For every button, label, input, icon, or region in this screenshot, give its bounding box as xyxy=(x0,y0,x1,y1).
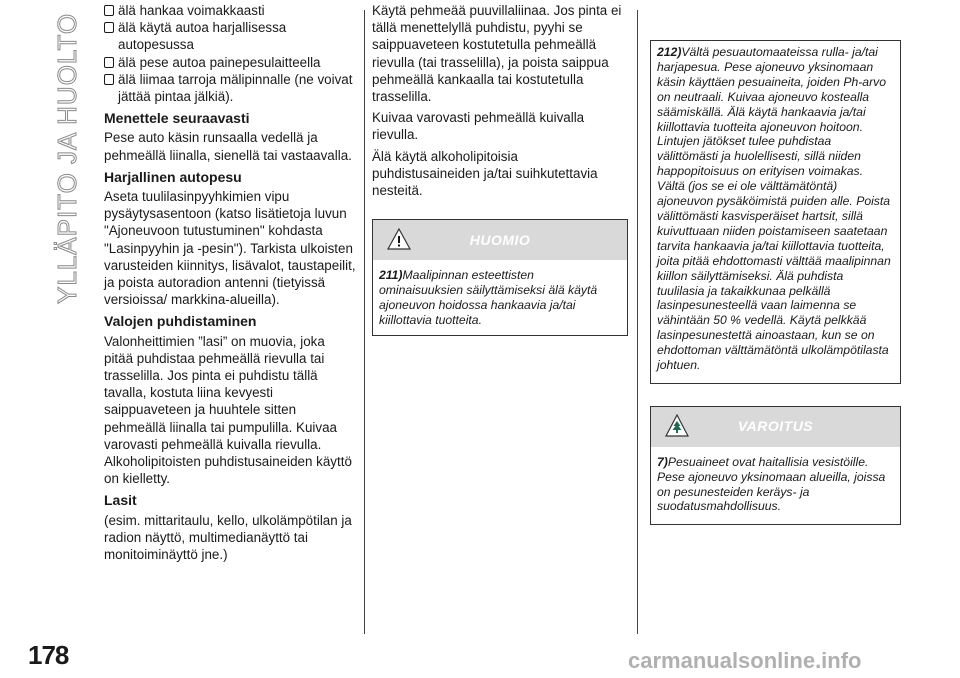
watermark: carmanualsonline.info xyxy=(628,648,862,673)
list-item-text: älä hankaa voimakkaasti xyxy=(118,3,265,18)
section-side-tab xyxy=(52,12,82,324)
section-heading: Menettele seuraavasti xyxy=(104,110,250,127)
notice-body xyxy=(373,260,627,335)
page-number: 178 xyxy=(28,640,69,670)
warning-number: 7) xyxy=(657,454,668,469)
warning-box xyxy=(650,406,901,525)
checkbox-bullet-icon xyxy=(104,57,114,68)
section-heading: Lasit xyxy=(104,492,137,509)
section-heading: Harjallinen autopesu xyxy=(104,168,242,185)
paragraph: (esim. mittaritaulu, kello, ulkolämpötilan ja radion näyttö, multimedianäyttö tai monitoiminäyttö jne.) xyxy=(104,512,352,563)
warning-header xyxy=(651,407,900,447)
list-item-text: älä liimaa tarroja mälipinnalle (ne voivat jättää pintaa jälkiä). xyxy=(118,71,353,105)
list-item xyxy=(104,71,356,105)
list-item-text: älä pese autoa painepesulaitteella xyxy=(118,54,321,70)
notice-title: HUOMIO xyxy=(469,231,531,248)
warning-text: Pesuaineet ovat haitallisia vesistöille. Pese ajoneuvo yksinomaan alueilla, joissa on pesunesteiden keräys- ja suodatusmahdollisuus. xyxy=(657,454,886,514)
column-divider xyxy=(364,10,365,634)
paragraph: Valonheittimien ”lasi” on muovia, joka pitää puhdistaa pehmeällä rievulla tai trasselilla. Jos pinta ei puhdistu tällä tavalla, kostuta liina kevyesti saippuaveteen ja huuhtele sitten pehmeällä liinalla tai pumpulilla. Kuivaa varovasti pehmeällä kuivalla rievulla. Alkoholipitoisten puhdistusaineiden käyttö on kielletty. xyxy=(104,333,352,487)
list-item-text: älä käytä autoa harjallisessa autopesussa xyxy=(118,20,287,53)
section-heading: Valojen puhdistaminen xyxy=(104,313,257,330)
warning-body xyxy=(651,447,900,524)
column-left xyxy=(104,2,356,567)
checkbox-bullet-icon xyxy=(104,5,114,16)
note-number: 212) xyxy=(657,45,682,59)
column-right xyxy=(650,40,901,525)
list-item xyxy=(104,54,356,71)
column-divider xyxy=(637,10,638,634)
paragraph: Pese auto käsin runsaalla vedellä ja pehmeällä liinalla, sienellä tai vastaavalla. xyxy=(104,130,352,163)
paragraph: Älä käytä alkoholipitoisia puhdistusaineiden ja/tai suihkutettavia nesteitä. xyxy=(372,148,598,199)
warning-triangle-icon xyxy=(387,227,411,251)
notice-text: Maalipinnan esteettisten ominaisuuksien säilyttämiseksi älä käytä ajoneuvon hoidossa hankaavia ja/tai kiillottavia tuotteita. xyxy=(379,268,598,327)
warning-title: VAROITUS xyxy=(737,418,814,435)
notice-number: 211) xyxy=(379,268,403,283)
list-item xyxy=(104,2,356,19)
note-text: Vältä pesuautomaateissa rulla- ja/tai harjapesua. Pese ajoneuvo yksinomaan käsin käyttäen pesuaineita, joiden Ph-arvo on neutraali. Kuivaa ajoneuvo kostealla säämiskällä. Älä käytä hankaavia ja/tai kiillottavia tuotteita ajoneuvon hoitoon. Lintujen jätökset tulee puhdistaa välittömästi ja huolellisesti, sillä niiden happopitoisuus on erityisen voimakas. Vältä (jos se ei ole välttämätöntä) ajoneuvon pysäköimistä puiden alle. Poista välittömästi kasvisperäiset hartsit, sillä kuivuttuaan niiden poistamiseen saatetaan tarvita hankaavia ja/tai kiillottavia tuotteita, joita pitää ehdottomasti välttää maalipinnan kiillon säilyttämiseksi. Älä puhdista tuulilasia ja takaikkunaa pelkällä lasinpesunesteellä vaan laimenna se vähintään 50 % vedellä. Käytä pelkkää lasinpesunestettä ainoastaan, kun se on ehdottoman välttämätöntä ulkolämpötilasta johtuen. xyxy=(657,45,891,373)
tree-environment-icon xyxy=(665,414,689,438)
checkbox-bullet-icon xyxy=(104,74,114,85)
list-item xyxy=(104,19,356,53)
notice-header xyxy=(373,220,627,260)
column-middle xyxy=(372,2,628,336)
paragraph: Aseta tuulilasinpyyhkimien vipu pysäytysasentoon (katso lisätietoja luvun "Ajoneuvoon tutustuminen" kohdasta "Lasinpyyhin ja -pesin"). Tarkista ulkoisten varusteiden kiinnitys, lisävalot, taustapeilit, ja poista autoradion antenni (tietyissä versioissa/ markkina-alueilla). xyxy=(104,189,356,308)
paragraph: Käytä pehmeää puuvillaliinaa. Jos pinta ei tällä menettelyllä puhdistu, pyyhi se saippuaveteen kostutetulla pehmeällä rievulla (tai trasselilla), ja poista saippua pehmeällä kankaalla tai kostutetulla trasselilla. xyxy=(372,3,622,105)
paragraph: Kuivaa varovasti pehmeällä kuivalla rievulla. xyxy=(372,110,585,143)
section-title: YLLÄPITO JA HUOLTO xyxy=(52,12,82,304)
note-box xyxy=(650,40,901,384)
checkbox-bullet-icon xyxy=(104,22,114,33)
notice-box xyxy=(372,219,628,336)
